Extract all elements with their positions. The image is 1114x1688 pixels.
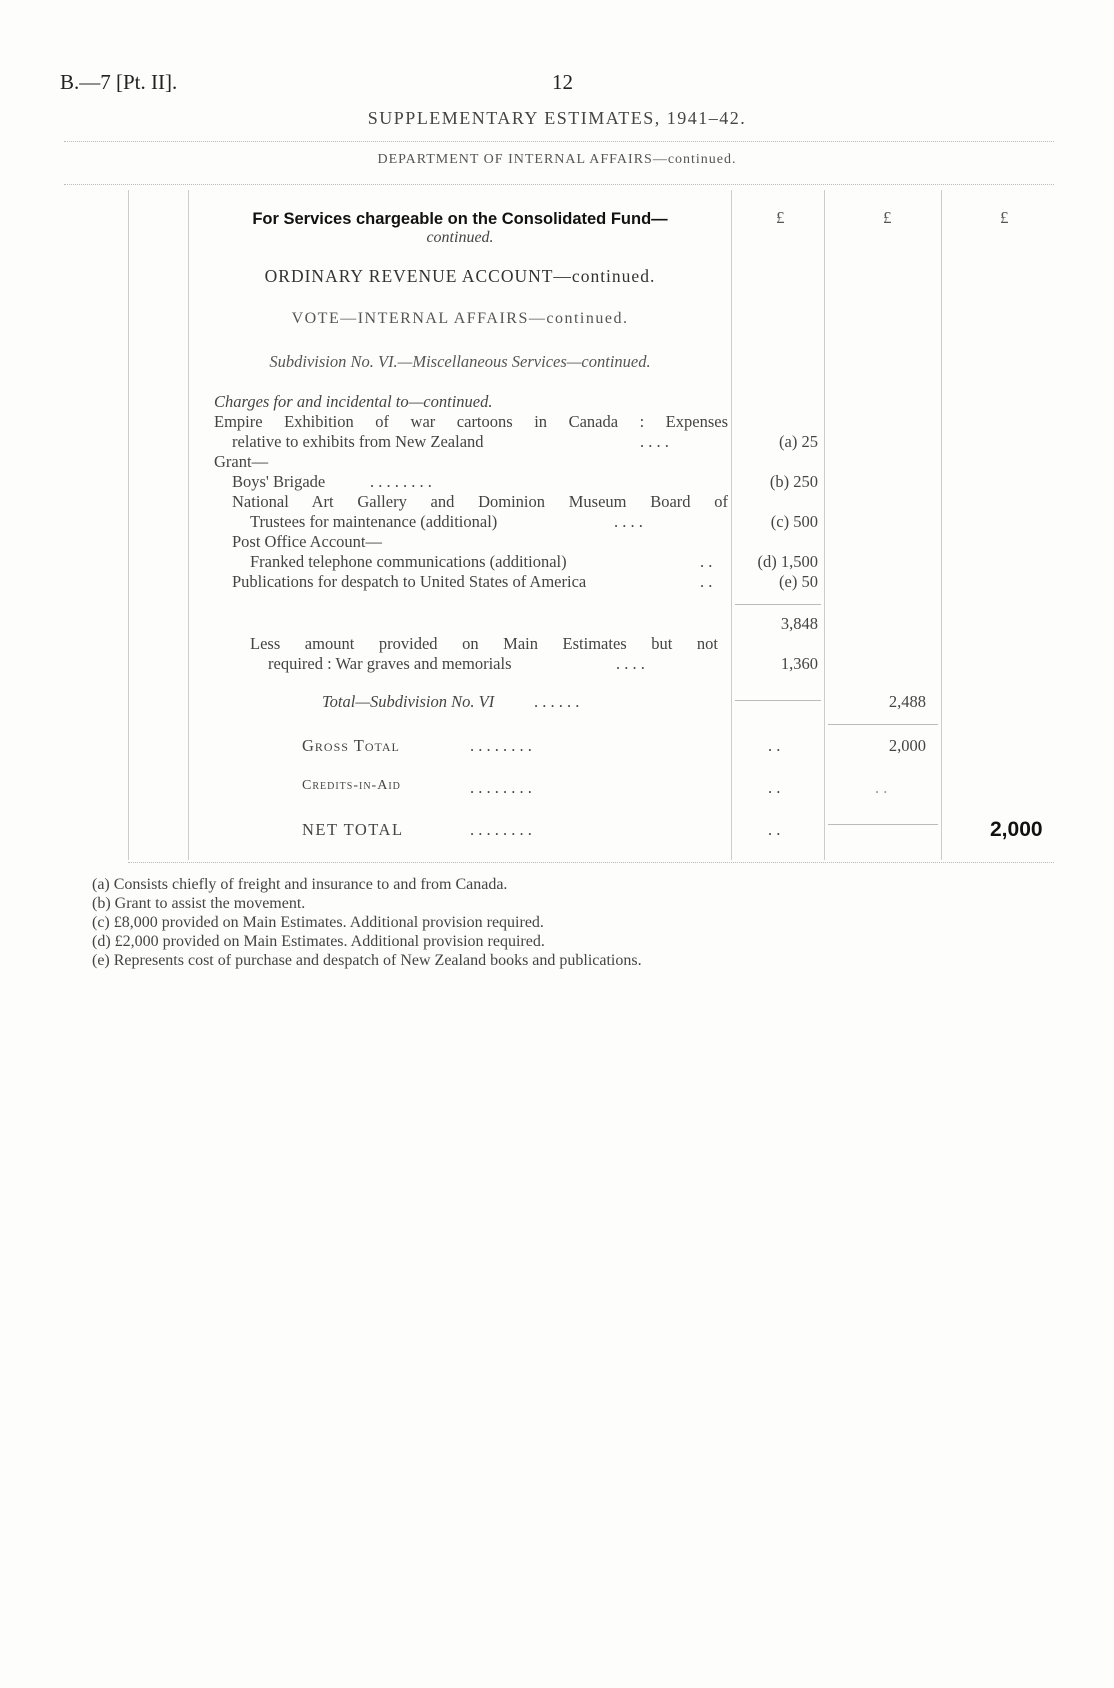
gross-total-column-1-leader: . .: [768, 736, 781, 755]
boys-brigade-label: Boys' Brigade: [232, 472, 326, 491]
net-total-leader: . . . . . . . .: [470, 820, 532, 839]
page-number: 12: [552, 70, 573, 94]
grant-label: Grant—: [214, 452, 269, 471]
subdivision-heading: Subdivision No. VI.—Miscellaneous Services—continued.: [269, 352, 651, 371]
sum-amount: 3,848: [780, 614, 818, 633]
empire-exhibition-line-1: Empire Exhibition of war cartoons in Canada : Expenses: [214, 412, 728, 431]
boys-brigade-amount: (b) 250: [769, 472, 818, 491]
column-3-currency: £: [1000, 208, 1009, 227]
art-gallery-leader: . . . .: [614, 512, 643, 531]
column-3-left-rule: [941, 190, 942, 860]
art-gallery-amount: (c) 500: [770, 512, 818, 531]
credits-in-aid-leader: . . . . . . . .: [470, 778, 532, 797]
empire-exhibition-line-2: relative to exhibits from New Zealand: [232, 432, 484, 451]
publications-leader: . .: [700, 572, 713, 591]
section-heading-continued: continued.: [426, 229, 494, 246]
post-office-label: Post Office Account—: [232, 532, 383, 551]
header-rule: [64, 141, 1054, 142]
account-heading: ORDINARY REVENUE ACCOUNT—continued.: [264, 266, 656, 286]
table-left-border: [128, 190, 129, 860]
less-amount-line-2: required : War graves and memorials: [268, 654, 512, 673]
column-2-currency: £: [883, 208, 892, 227]
net-total-label: NET TOTAL: [302, 820, 404, 839]
gross-total-label: Gross Total: [302, 736, 400, 755]
footnote-d: (d) £2,000 provided on Main Estimates. Additional provision required.: [92, 933, 545, 950]
total-subdivision-amount: 2,488: [888, 692, 926, 711]
art-gallery-line-2: Trustees for maintenance (additional): [250, 512, 498, 531]
franked-telephone-label: Franked telephone communications (additional): [250, 552, 567, 571]
footnote-b: (b) Grant to assist the movement.: [92, 895, 306, 912]
document-reference: B.—7 [Pt. II].: [60, 70, 178, 94]
column-1-currency: £: [776, 208, 785, 227]
footnote-c: (c) £8,000 provided on Main Estimates. Additional provision required.: [92, 914, 544, 931]
boys-brigade-leader: . . . . . . . .: [370, 472, 432, 491]
net-total-column-1-leader: . .: [768, 820, 781, 839]
department-heading: DEPARTMENT OF INTERNAL AFFAIRS—continued.: [377, 152, 737, 167]
empire-exhibition-amount: (a) 25: [779, 432, 818, 451]
publications-label: Publications for despatch to United States of America: [232, 572, 587, 591]
total-rule: [735, 700, 821, 701]
column-2-left-rule: [824, 190, 825, 860]
footnote-a: (a) Consists chiefly of freight and insurance to and from Canada.: [92, 876, 508, 893]
credits-in-aid-column-2-leader: . .: [875, 778, 888, 797]
art-gallery-line-1: National Art Gallery and Dominion Museum Board of: [232, 492, 728, 511]
gross-total-amount: 2,000: [888, 736, 926, 755]
publications-amount: (e) 50: [779, 572, 818, 591]
less-amount-leader: . . . .: [616, 654, 645, 673]
vote-heading: VOTE—INTERNAL AFFAIRS—continued.: [291, 310, 629, 327]
less-amount-line-1: Less amount provided on Main Estimates but not: [250, 634, 718, 653]
column-1-left-rule: [731, 190, 732, 860]
sum-rule: [735, 604, 821, 605]
empire-exhibition-leader: . . . .: [640, 432, 669, 451]
gross-total-leader: . . . . . . . .: [470, 736, 532, 755]
net-total-amount: 2,000: [990, 818, 1043, 841]
department-rule: [64, 184, 1054, 185]
description-column-left-rule: [188, 190, 189, 860]
franked-telephone-leader: . .: [700, 552, 713, 571]
total-subdivision-leader: . . . . . .: [534, 692, 580, 711]
section-heading: For Services chargeable on the Consolidated Fund—: [252, 210, 668, 228]
total-subdivision-label: Total—Subdivision No. VI: [322, 692, 495, 711]
credits-in-aid-column-1-leader: . .: [768, 778, 781, 797]
less-amount: 1,360: [780, 654, 818, 673]
table-bottom-rule: [128, 862, 1054, 863]
credits-in-aid-label: Credits-in-Aid: [302, 778, 401, 793]
charges-heading: Charges for and incidental to—continued.: [214, 392, 493, 411]
page-title: SUPPLEMENTARY ESTIMATES, 1941–42.: [367, 108, 747, 128]
net-rule: [828, 824, 938, 825]
franked-telephone-amount: (d) 1,500: [757, 552, 818, 571]
gross-rule: [828, 724, 938, 725]
footnote-e: (e) Represents cost of purchase and despatch of New Zealand books and publications.: [92, 952, 642, 969]
